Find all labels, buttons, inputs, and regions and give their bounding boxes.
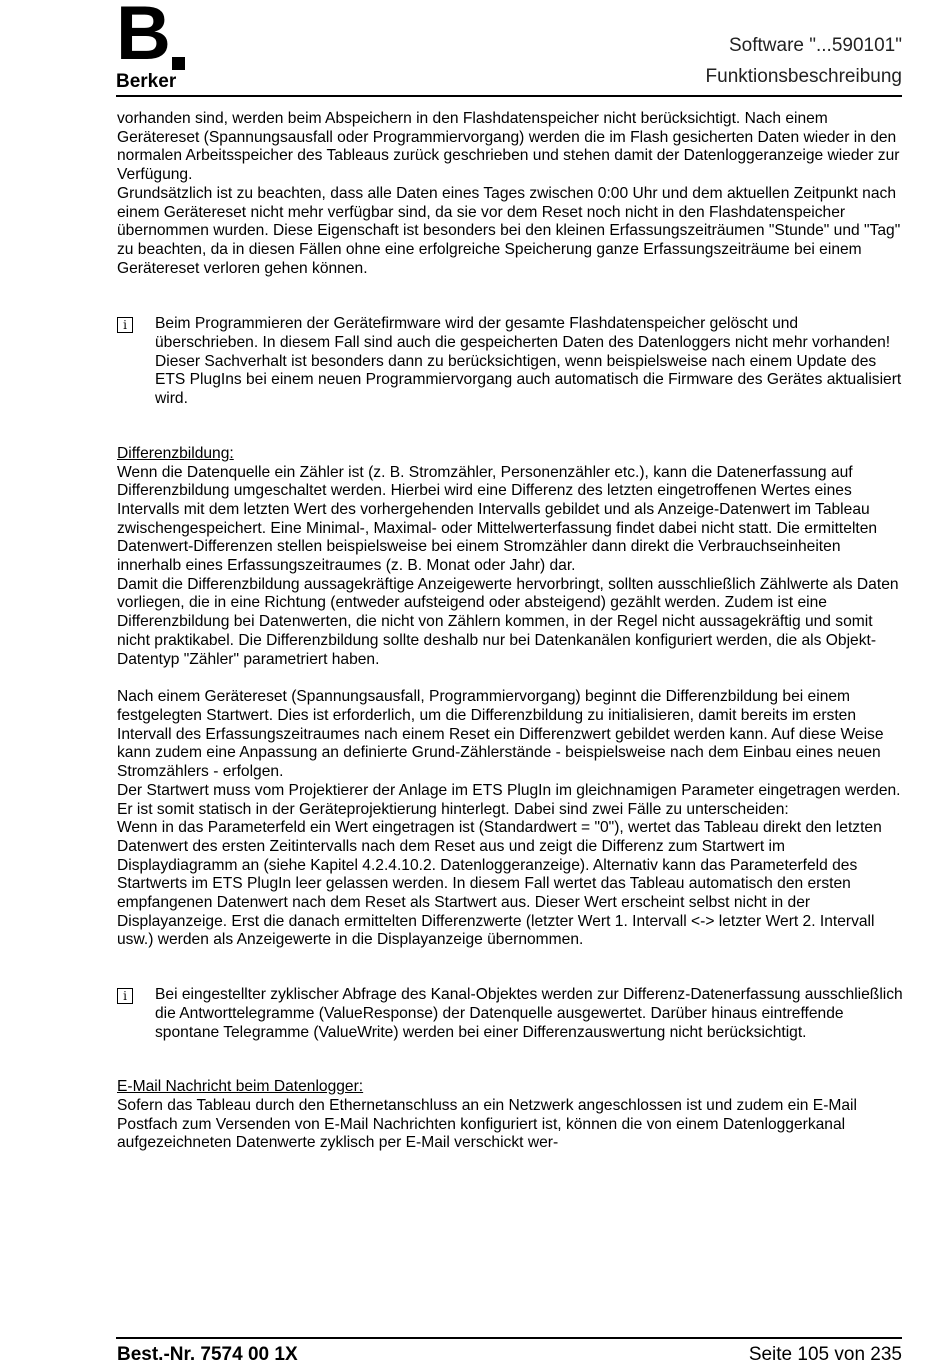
note-text: Bei eingestellter zyklischer Abfrage des Kanal-Objektes werden zur Differenz-Datenerfassung ausschließlich die Antworttelegramme (ValueResponse) der Datenquelle ausgewertet. Darüber hinaus eintreffende spontane Telegramme (ValueWrite) werden bei einer Differenzauswertung nicht berücksichtigt. bbox=[155, 986, 903, 1041]
section-heading: Differenzbildung: bbox=[117, 444, 234, 462]
note-text: Dieser Sachverhalt ist besonders dann zu berücksichtigen, wenn beispielsweise nach einem Update des ETS PlugIns bei einem neuen Programmiervorgang auch automatisch die Firmware des Gerätes aktualisiert wird. bbox=[155, 352, 902, 408]
page-body bbox=[117, 110, 903, 1153]
paragraph: Nach einem Gerätereset (Spannungsausfall, Programmiervorgang) beginnt die Differenzbildung bei einem festgelegten Startwert. Dies ist erforderlich, um die Differenzbildung zu initialisieren, damit bereits im ersten Intervall des Erfassungszeitraumes nach einem Reset ein Differenzwert gebildet werden kann. Auf diese Weise kann zudem eine Anpassung an definierte Grund-Zählerstände - beispielsweise nach dem Einbau eines neuen Stromzählers - erfolgen. bbox=[117, 688, 884, 781]
section-title: Funktionsbeschreibung bbox=[705, 66, 902, 87]
paragraph: Grundsätzlich ist zu beachten, dass alle Daten eines Tages zwischen 0:00 Uhr und dem aktuellen Zeitpunkt nach einem Gerätereset nicht mehr verfügbar sind, da sie vor dem Reset noch nicht in den Flashdatenspeicher übernommen wurden. Diese Eigenschaft ist besonders bei den kleinen Erfassungszeiträumen "Stunde" und "Tag" zu beachten, da in diesen Fällen ohne eine erfolgreiche Speicherung ganze Erfassungszeiträume bei einem Gerätereset verloren gehen können. bbox=[117, 184, 901, 277]
berker-logo bbox=[116, 0, 188, 92]
header-rule bbox=[116, 95, 902, 97]
order-number: Best.-Nr. 7574 00 1X bbox=[117, 1344, 298, 1365]
info-icon: i bbox=[117, 317, 133, 333]
paragraph: Der Startwert muss vom Projektierer der Anlage im ETS PlugIn im gleichnamigen Parameter eingetragen werden. Er ist somit statisch in der Geräteprojektierung hinterlegt. Dabei sind zwei Fälle zu unterscheiden: bbox=[117, 781, 901, 818]
paragraph: vorhanden sind, werden beim Abspeichern in den Flashdatenspeicher nicht berücksichtigt. Nach einem Gerätereset (Spannungsausfall oder Programmiervorgang) werden die im Flash gesicherten Daten wieder in den normalen Arbeitsspeicher des Tableaus zurück geschrieben und stehen damit der Datenloggeranzeige wieder zur Verfügung. bbox=[117, 110, 900, 184]
logo-letter: B bbox=[116, 0, 169, 76]
section-heading: E-Mail Nachricht beim Datenlogger: bbox=[117, 1078, 364, 1096]
info-note bbox=[117, 986, 903, 1042]
info-icon: i bbox=[117, 988, 133, 1004]
software-label: Software "...590101" bbox=[729, 35, 902, 56]
logo-dot bbox=[172, 57, 185, 70]
paragraph: Sofern das Tableau durch den Ethernetanschluss an ein Netzwerk angeschlossen ist und zudem ein E-Mail Postfach zum Versenden von E-Mail Nachrichten konfiguriert ist, können die von einem Datenloggerkanal aufgezeichneten Datenwerte zyklisch per E-Mail verschickt wer- bbox=[117, 1096, 857, 1152]
logo-wordmark: Berker bbox=[116, 71, 177, 92]
paragraph: Wenn die Datenquelle ein Zähler ist (z. B. Stromzähler, Personenzähler etc.), kann die Datenerfassung auf Differenzbildung umgeschaltet werden. Hierbei wird eine Differenz des letzten eingetroffenen Wertes eines Intervalls mit dem letzten Wert des vorhergehenden Intervalls gebildet und als Anzeige-Datenwert im Tableau zwischengespeichert. Eine Minimal-, Maximal- oder Mittelwerterfassung findet dabei nicht statt. Die ermittelten Datenwert-Differenzen stellen beispielsweise bei einem Stromzähler dann direkt die Verbrauchseinheiten innerhalb eines Erfassungszeitraumes (z. B. Monat oder Jahr) dar. bbox=[117, 463, 878, 575]
paragraph: Damit die Differenzbildung aussagekräftige Anzeigewerte hervorbringt, sollten ausschließlich Zählwerte als Daten vorliegen, die in eine Richtung (entweder aufsteigend oder absteigend) gezählt werden. Zudem ist eine Differenzbildung bei Datenwerten, die nicht von Zählern kommen, in der Regel nicht aussagekräftig und somit nicht praktikabel. Die Differenzbildung sollte deshalb nur bei Datenkanälen konfiguriert werden, die als Objekt-Datentyp "Zähler" parametriert haben. bbox=[117, 575, 899, 668]
paragraph: Wenn in das Parameterfeld ein Wert eingetragen ist (Standardwert = "0"), wertet das Tableau direkt den letzten Datenwert des ersten Zeitintervalls nach dem Reset aus und zeigt die Differenz zum Startwert im Displaydiagramm an (siehe Kapitel 4.2.4.10.2. Datenloggeranzeige). Alternativ kann das Parameterfeld des Startwerts im ETS PlugIn leer gelassen werden. In diesem Fall wertet das Tableau automatisch den ersten empfangenen Datenwert nach dem Reset als Startwert aus. Dieser Wert erscheint selbst nicht in der Displayanzeige. Erst die danach ermittelten Differenzwerte (letzter Wert 1. Intervall <-> letzter Wert 2. Intervall usw.) werden als Anzeigewerte in die Displayanzeige übernommen. bbox=[117, 819, 882, 949]
page-number: Seite 105 von 235 bbox=[748, 1344, 902, 1365]
footer-rule bbox=[116, 1337, 902, 1339]
header-info bbox=[706, 30, 902, 92]
info-note bbox=[117, 315, 903, 409]
note-text: Beim Programmieren der Gerätefirmware wird der gesamte Flashdatenspeicher gelöscht und überschrieben. In diesem Fall sind auch die gespeicherten Daten des Datenloggers nicht mehr vorhanden! bbox=[155, 315, 891, 352]
